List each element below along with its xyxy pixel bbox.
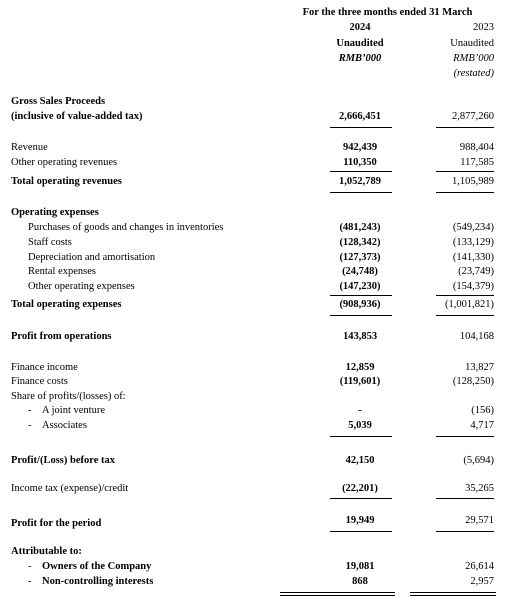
revenue-2023: 988,404 xyxy=(459,142,494,153)
finance-income-label: Finance income xyxy=(11,362,78,373)
unit-2023-header: RMB’000 xyxy=(453,53,494,64)
double-rule-2023-top xyxy=(410,592,496,593)
rule-associates-2023 xyxy=(436,436,494,437)
rental-expenses-2023: (23,749) xyxy=(458,266,494,277)
unit-2024-header: RMB’000 xyxy=(338,53,382,64)
total-operating-revenues-2024: 1,052,789 xyxy=(339,176,381,187)
associates-dash: - xyxy=(28,420,32,431)
finance-costs-label: Finance costs xyxy=(11,376,68,387)
operating-expenses-heading: Operating expenses xyxy=(11,207,99,218)
profit-for-period-2023: 29,571 xyxy=(465,515,494,526)
profit-before-tax-label: Profit/(Loss) before tax xyxy=(11,455,116,466)
profit-from-operations-label: Profit from operations xyxy=(11,331,112,342)
revenue-2024: 942,439 xyxy=(342,142,378,153)
rule-revenues-top-2024 xyxy=(330,171,392,172)
double-rule-2024-bottom xyxy=(280,595,395,596)
restated-note: (restated) xyxy=(453,68,494,79)
finance-costs-2024: (119,601) xyxy=(339,376,381,387)
period-header: For the three months ended 31 March xyxy=(302,7,473,18)
status-2024-header: Unaudited xyxy=(336,38,384,49)
profit-for-period-2024: 19,949 xyxy=(345,515,375,526)
double-rule-2023-bottom xyxy=(410,595,496,596)
profit-from-operations-2023: 104,168 xyxy=(459,331,494,342)
other-operating-expenses-label: Other operating expenses xyxy=(28,281,135,292)
share-of-profits-label: Share of profits/(losses) of: xyxy=(11,391,126,402)
nci-2024: 868 xyxy=(352,576,368,587)
nci-2023: 2,957 xyxy=(470,576,494,587)
finance-costs-2023: (128,250) xyxy=(452,376,494,387)
purchases-label: Purchases of goods and changes in inventories xyxy=(28,222,224,233)
associates-2023: 4,717 xyxy=(470,420,494,431)
associates-label: Associates xyxy=(42,420,87,431)
rule-gross-2023 xyxy=(436,127,494,128)
gross-sales-label-2: (inclusive of value-added tax) xyxy=(11,111,143,122)
rule-revenues-bottom-2023 xyxy=(436,192,494,193)
profit-from-operations-2024: 143,853 xyxy=(342,331,378,342)
joint-venture-2023: (156) xyxy=(471,405,494,416)
rule-expenses-bottom-2024 xyxy=(330,315,392,316)
nci-label: Non-controlling interests xyxy=(42,576,154,587)
associates-2024: 5,039 xyxy=(348,420,372,431)
double-rule-2024-top xyxy=(280,592,395,593)
owners-2023: 26,614 xyxy=(465,561,494,572)
rule-expenses-top-2024 xyxy=(330,295,392,296)
rental-expenses-label: Rental expenses xyxy=(28,266,96,277)
rule-period-2023 xyxy=(436,531,494,532)
profit-before-tax-2023: (5,694) xyxy=(463,455,494,466)
rule-revenues-bottom-2024 xyxy=(330,192,392,193)
joint-venture-2024: - xyxy=(358,405,362,416)
finance-income-2023: 13,827 xyxy=(465,362,494,373)
total-operating-expenses-label: Total operating expenses xyxy=(11,299,122,310)
joint-venture-dash: - xyxy=(28,405,32,416)
profit-for-period-label: Profit for the period xyxy=(11,518,102,529)
staff-costs-label: Staff costs xyxy=(28,237,72,248)
rule-expenses-top-2023 xyxy=(436,295,494,296)
profit-before-tax-2024: 42,150 xyxy=(345,455,375,466)
rental-expenses-2024: (24,748) xyxy=(342,266,378,277)
rule-gross-2024 xyxy=(330,127,392,128)
total-operating-expenses-2024: (908,936) xyxy=(339,299,381,310)
income-tax-2024: (22,201) xyxy=(342,483,378,494)
owners-label: Owners of the Company xyxy=(42,561,152,572)
rule-period-2024 xyxy=(330,531,392,532)
depreciation-2023: (141,330) xyxy=(452,252,494,263)
purchases-2023: (549,234) xyxy=(452,222,494,233)
owners-2024: 19,081 xyxy=(345,561,375,572)
year-2023-header: 2023 xyxy=(473,22,494,33)
depreciation-2024: (127,373) xyxy=(339,252,381,263)
gross-sales-2024: 2,666,451 xyxy=(339,111,381,122)
owners-dash: - xyxy=(28,561,32,572)
rule-expenses-bottom-2023 xyxy=(436,315,494,316)
total-operating-expenses-2023: (1,001,821) xyxy=(445,299,494,310)
nci-dash: - xyxy=(28,576,32,587)
purchases-2024: (481,243) xyxy=(339,222,381,233)
total-operating-revenues-2023: 1,105,989 xyxy=(452,176,494,187)
staff-costs-2024: (128,342) xyxy=(339,237,381,248)
rule-revenues-top-2023 xyxy=(436,171,494,172)
other-operating-revenues-label: Other operating revenues xyxy=(11,157,118,168)
gross-sales-2023: 2,877,260 xyxy=(452,111,494,122)
income-tax-label: Income tax (expense)/credit xyxy=(11,483,129,494)
other-operating-expenses-2024: (147,230) xyxy=(339,281,381,292)
rule-tax-2023 xyxy=(436,498,494,499)
other-operating-expenses-2023: (154,379) xyxy=(452,281,494,292)
joint-venture-label: A joint venture xyxy=(42,405,105,416)
revenue-label: Revenue xyxy=(11,142,48,153)
finance-income-2024: 12,859 xyxy=(345,362,375,373)
other-operating-revenues-2024: 110,350 xyxy=(343,157,377,168)
staff-costs-2023: (133,129) xyxy=(452,237,494,248)
status-2023-header: Unaudited xyxy=(450,38,494,49)
rule-tax-2024 xyxy=(330,498,392,499)
rule-associates-2024 xyxy=(330,436,392,437)
income-tax-2023: 35,265 xyxy=(465,483,494,494)
depreciation-label: Depreciation and amortisation xyxy=(28,252,156,263)
year-2024-header: 2024 xyxy=(349,22,371,33)
other-operating-revenues-2023: 117,585 xyxy=(460,157,494,168)
attributable-to-label: Attributable to: xyxy=(11,546,82,557)
gross-sales-label: Gross Sales Proceeds xyxy=(11,96,106,107)
total-operating-revenues-label: Total operating revenues xyxy=(11,176,122,187)
